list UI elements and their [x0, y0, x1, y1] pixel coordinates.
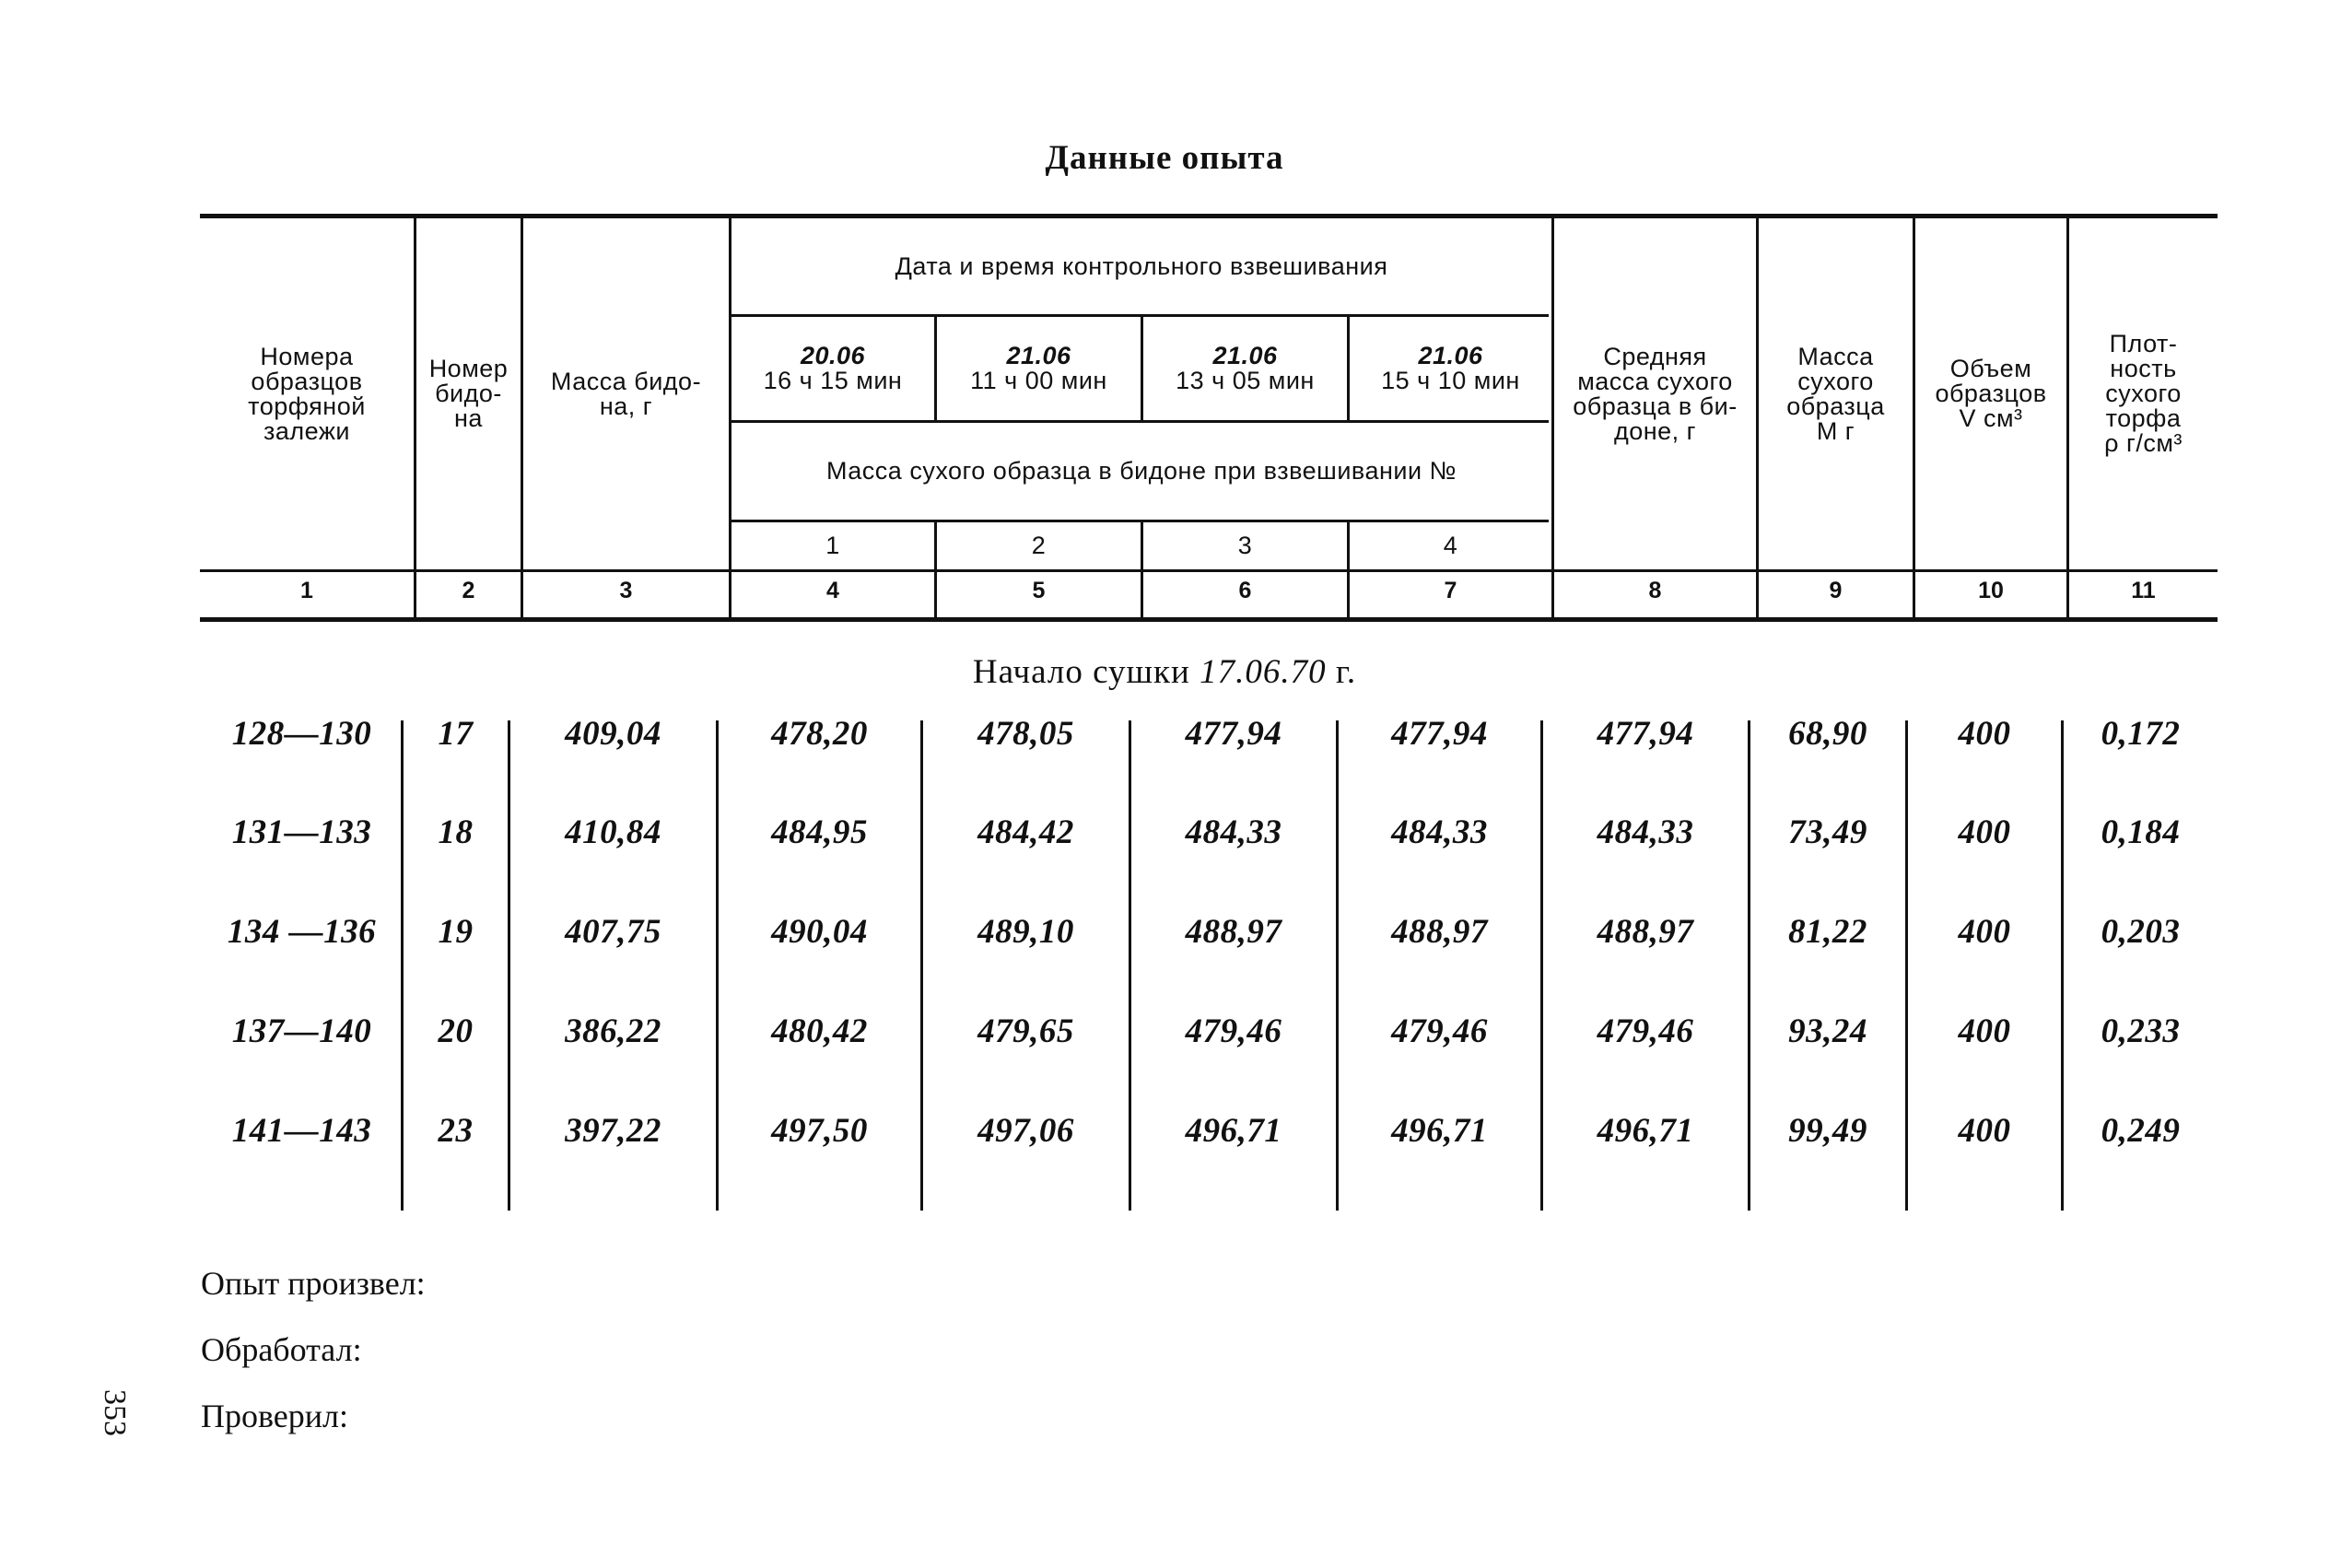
cell-weigh-1: 497,50 [771, 1112, 868, 1150]
page-number: 353 [98, 1389, 132, 1436]
cell-weigh-2: 478,05 [977, 715, 1074, 753]
cell-weigh-1: 478,20 [771, 715, 868, 753]
cell-can: 17 [438, 715, 474, 753]
cell-dry-mass: 68,90 [1788, 715, 1867, 753]
cell-weigh-2: 489,10 [977, 913, 1074, 951]
cell-avg-mass: 484,33 [1597, 813, 1694, 851]
time-value: 11 ч 00 мин [970, 367, 1107, 394]
cell-can-mass: 409,04 [565, 715, 661, 753]
drying-start-caption [0, 652, 2329, 692]
cell-sample: 137—140 [231, 1012, 372, 1050]
header-group-datetime: Дата и время контрольного взвешивания [895, 252, 1388, 280]
cell-density: 0,233 [2101, 1012, 2181, 1050]
cell-weigh-3: 488,97 [1185, 913, 1282, 951]
drying-start-suffix: г. [1335, 653, 1357, 691]
date-value: 21.06 [1418, 342, 1483, 369]
header-avg-mass: Средняя масса сухого образца в би- доне, г [1573, 342, 1738, 445]
header-date-4 [1350, 317, 1551, 420]
date-value: 21.06 [1212, 342, 1278, 369]
header-weigh-num-3: 3 [1237, 532, 1253, 559]
cell-can-mass: 386,22 [565, 1012, 661, 1050]
cell-weigh-4: 477,94 [1391, 715, 1488, 753]
col-number: 5 [1032, 578, 1046, 603]
time-value: 15 ч 10 мин [1381, 367, 1520, 394]
cell-avg-mass: 479,46 [1597, 1012, 1694, 1050]
col-number: 6 [1238, 578, 1252, 603]
col-number: 10 [1978, 578, 2004, 603]
col-number: 3 [619, 578, 633, 603]
cell-weigh-4: 479,46 [1391, 1012, 1488, 1050]
header-date-1 [731, 317, 934, 420]
cell-can: 23 [438, 1112, 474, 1150]
cell-density: 0,172 [2101, 715, 2181, 753]
colnum-bottom-rule [200, 617, 2218, 622]
cell-sample: 141—143 [231, 1112, 372, 1150]
cell-avg-mass: 488,97 [1597, 913, 1694, 951]
col-number: 1 [300, 578, 313, 603]
cell-density: 0,249 [2101, 1112, 2181, 1150]
cell-weigh-3: 496,71 [1185, 1112, 1282, 1150]
col-number: 11 [2131, 578, 2156, 603]
cell-weigh-2: 484,42 [977, 813, 1074, 851]
drying-start-date: 17.06.70 [1200, 653, 1327, 691]
cell-can: 18 [438, 813, 474, 851]
cell-avg-mass: 496,71 [1597, 1112, 1694, 1150]
header-volume: Объем образцов V см³ [1935, 355, 2047, 432]
cell-dry-mass: 93,24 [1788, 1012, 1867, 1050]
header-weigh-num-2: 2 [1031, 532, 1047, 559]
date-value: 21.06 [1006, 342, 1071, 369]
date-value: 20.06 [800, 342, 866, 369]
cell-density: 0,184 [2101, 813, 2181, 851]
header-can-number: Номер бидо- на [428, 355, 509, 432]
cell-weigh-1: 480,42 [771, 1012, 868, 1050]
signature-processed: Обработал: [201, 1331, 362, 1368]
signature-checked: Проверил: [201, 1398, 348, 1434]
time-value: 13 ч 05 мин [1176, 367, 1315, 394]
page-title: Данные опыта [1045, 139, 1284, 177]
cell-sample: 131—133 [231, 813, 372, 851]
cell-density: 0,203 [2101, 913, 2181, 951]
cell-dry-mass: 73,49 [1788, 813, 1867, 851]
header-density: Плот- ность сухого торфа ρ г/см³ [2104, 330, 2183, 457]
cell-sample: 134 —136 [227, 913, 377, 951]
cell-can: 19 [438, 913, 474, 951]
cell-weigh-3: 484,33 [1185, 813, 1282, 851]
header-dry-mass: Масса сухого образца М г [1786, 342, 1885, 445]
cell-weigh-3: 477,94 [1185, 715, 1282, 753]
cell-weigh-1: 490,04 [771, 913, 868, 951]
cell-dry-mass: 99,49 [1788, 1112, 1867, 1150]
header-can-mass: Масса бидо- на, г [550, 367, 702, 420]
cell-volume: 400 [1958, 913, 2011, 951]
cell-can-mass: 397,22 [565, 1112, 661, 1150]
cell-can: 20 [438, 1012, 474, 1050]
cell-weigh-4: 488,97 [1391, 913, 1488, 951]
col-number: 9 [1829, 578, 1843, 603]
cell-weigh-2: 479,65 [977, 1012, 1074, 1050]
cell-sample: 128—130 [231, 715, 372, 753]
cell-volume: 400 [1958, 1112, 2011, 1150]
cell-weigh-1: 484,95 [771, 813, 868, 851]
cell-volume: 400 [1958, 813, 2011, 851]
cell-can-mass: 407,75 [565, 913, 661, 951]
cell-volume: 400 [1958, 1012, 2011, 1050]
header-date-2 [937, 317, 1141, 420]
header-weigh-num-1: 1 [825, 532, 840, 559]
header-date-3 [1143, 317, 1347, 420]
cell-dry-mass: 81,22 [1788, 913, 1867, 951]
cell-volume: 400 [1958, 715, 2011, 753]
drying-start-label: Начало сушки [972, 653, 1190, 691]
signature-performed: Опыт произвел: [201, 1265, 426, 1302]
cell-avg-mass: 477,94 [1597, 715, 1694, 753]
time-value: 16 ч 15 мин [763, 367, 903, 394]
cell-can-mass: 410,84 [565, 813, 661, 851]
col-number: 2 [462, 578, 475, 603]
header-sample-numbers: Номера образцов торфяной залежи [248, 342, 366, 445]
cell-weigh-4: 496,71 [1391, 1112, 1488, 1150]
cell-weigh-4: 484,33 [1391, 813, 1488, 851]
header-weigh-num-4: 4 [1443, 532, 1458, 559]
col-number: 4 [826, 578, 839, 603]
cell-weigh-2: 497,06 [977, 1112, 1074, 1150]
cell-weigh-3: 479,46 [1185, 1012, 1282, 1050]
col-number: 7 [1444, 578, 1457, 603]
col-number: 8 [1648, 578, 1662, 603]
header-subgroup-mass: Масса сухого образца в бидоне при взвешивании № [825, 457, 1457, 485]
